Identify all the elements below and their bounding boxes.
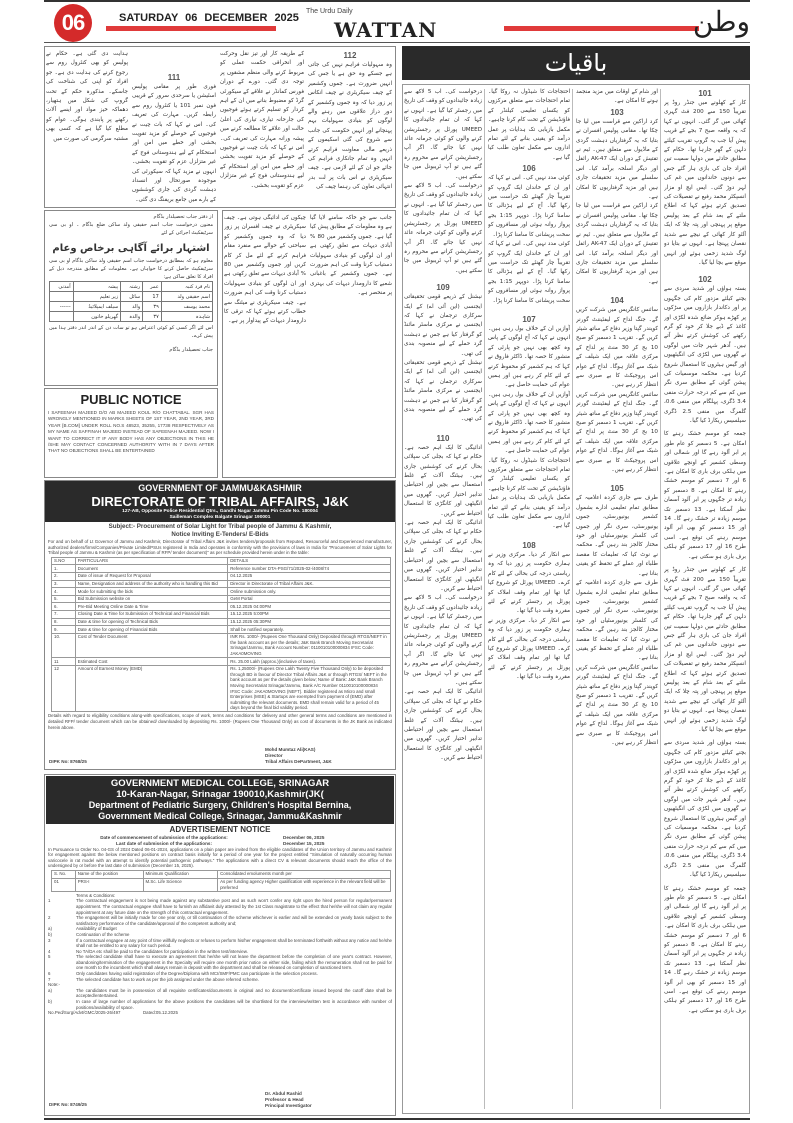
story-text: احتجاجات کا شیڈول نہ روکا گیا۔ تمام احتجاجات سے متعلق مرکزوں کو یکساں تعلیمی کیلنڈر کے فاؤنڈیشن کے تحت کام کرنا چاہیے۔ مکمل بازیابی تک ہدایات پر عمل درآمد کو یقینی بنانے کے لئے تمام اداروں سے مکمل تعاون طلب کیا گیا ہے۔ (488, 89, 570, 161)
cell: شاہدہ (161, 312, 212, 322)
signatory-dept: Tribal Affairs DePartment, J&K (265, 759, 332, 764)
story-text: چیکوں کی ادائیگی ہوتی ہے۔ چیف سیکریٹری نے چیف افسران پر زور دیا کہ وہ جموں وکشمیر کو سیاحتی کے حوالے سے منفرد مقام فراہم کرنے کے لئے مل کر کام کریں اور جموں وکشمیر میں 80 % آبادی دیہات سے تعلق رکھتی ہے اور ان لوگوں کو بنیادی سہولیات دستیاب کرنا وقت کی اہم ضرورت ہے۔ چیف سیکریٹری نے میٹنگ سے خطاب کرتے ہوئے کہا کہ ترقی کا دارومدار دیہات کے پیداوار پر ہے۔ (224, 215, 306, 325)
date-label: Date of commencement of submission of the applications: (100, 835, 228, 840)
story-column (224, 214, 306, 476)
story-continuation (220, 50, 304, 206)
story-number: 112 (343, 51, 357, 60)
cell: Name, Designation and address of the authority who is handling this Bid (75, 580, 228, 588)
term-text: No TA/DA etc shall be paid to the candidates for participation in the written test/interview. (76, 948, 248, 954)
tender-subtitle: Notice Inviting E-Tenders/ E-Bids (171, 531, 269, 538)
note-item (48, 988, 392, 999)
notice-footer: اس لئے اگر کسی کو کوئی اعتراض ہو تو سات دن کے اندر اندر دفتر ہذا میں پیش کرے۔ (49, 325, 213, 339)
story-text: طرف سے جاری کردہ اعلامیہ کے مطابق تمام تعلیمی ادارے بشمول کشمیر یونیورسٹی، جموں یونیورسٹی، سری نگر اور جموں کی کلسٹر یونیورسٹیاں اور خود مختار کالجز بند رہیں گے۔ محکمہ نے نوٹ کیا کہ تعلیمات کا مقصد طلباء اور عملے کے تحفظ کو یقینی بنانا ہے۔ (576, 495, 658, 577)
cell: Director in Directorate of Tribal Affairs J&K. (228, 580, 391, 588)
address-line-1: 127-AB, Opposite Police Residential Qtrs., Gandhi Nagar Jammu Pin Code No. 180004 (122, 509, 318, 514)
story-text-filler: درخواست کی۔ اب 5 لاکھ سے زیادہ جائیدادوں کو وقف کی تاریخ میں رجسٹر کیا گیا ہے۔ انہوں نے کہا کہ ان تمام جائیدادوں کا UMEED پورٹل پر رجسٹریشن کرنے والوں کو کوئی جرمانہ عائد نہیں کیا جائے گا۔ اگر آپ رجسٹریشن کرانے سے محروم رہ گئے ہیں تو آپ ٹریبونل میں جا سکتے ہیں۔ (404, 183, 482, 274)
public-notice-title: PUBLIC NOTICE (80, 392, 182, 407)
table-row (52, 878, 391, 891)
tender-footer: Details with regard to eligibility conditions along-with specifications, scope of work, terms and conditions for delivery and other general terms and conditions are mentioned in detailed RFP/ tender document which can be obtained/ downloaded by depositing Rs. 1000/- (Rupees One Thousand Only) as cost of documents in the JK Bank as indicated herein above. (48, 713, 392, 730)
cell: 2. (52, 572, 76, 580)
urdu-stories-top-left (44, 46, 396, 208)
story-number: 105 (610, 484, 624, 494)
cell: PRS-I (75, 878, 143, 891)
cell: گھریلو خاتون (73, 312, 121, 322)
notice-body: معلوم ہو کہ بمطابق درخواست جناب اسم حقیقی ولد ساکن بڈگام او بی سی سرٹیفکیٹ حاصل کرنے کا خواہاں ہے۔ معلومات کے مطابق مندرجہ ذیل کے افراد کا تعلق ساکن ہے: (49, 258, 213, 280)
story-text-filler: طرف سے جاری کردہ اعلامیہ کے مطابق تمام تعلیمی ادارے بشمول کشمیر یونیورسٹی، جموں یونیورسٹی، سری نگر اور جموں کی کلسٹر یونیورسٹیاں اور خود مختار کالجز بند رہیں گے۔ محکمہ نے نوٹ کیا کہ تعلیمات کا مقصد طلباء اور عملے کے تحفظ کو یقینی بنانا ہے۔ (576, 580, 658, 662)
cell: Reference number DTA-PSG/71/2025-02-/4008/74 (228, 565, 391, 573)
public-notice-body: I SAFEENAH MAJEED D/O AB MAJEED KOUL R/O CHATTABAL. SGR HAS WRONGLY MENTIONED IN MARKS SHEETS OF 1ST YEAR, 2ND YEAR, 3RD YEAR [B.COM] UNDER ROLL NO.S 48523, 35255, 17738 RESPECTIVELY AS MY NAME AS SAFFINAH MAJEED INSTEAD OF SAFEENAH MAJEED. NOW I WANT TO CORRECT IT IF ANY BODY HAS ANY OBJECTIONS IN THIS HE /SHE MAY CONTACT CONCERNED AUTHORITY WITH IN 7 DAYS AFTER THAT NO OBJECTIONS SHALL BE ENTERTAINED (48, 410, 214, 454)
story-text: وہ سہولیات فراہم نہیں کی جاتی ہے جسکے وہ حق ہے یا جس کی انہیں ضرورت ہے۔ جموں وکشمیر کے چیف سیکریٹری نے چیف انکاس پر زور دیا کہ وہ جموں وکشمیر کے دور دراز علاقوں میں رہنے والے لوگوں کو بنیادی سہولیات بہم پہنچانے اور انہیں حکومت کی جانب سے شروع کی گئی اسکیموں کے ذریعے مالی معاونت فراہم کرتے انہیں وہ تمام جانکاری فراہم کی جائے جو ان کے لئے لازمی ہے۔ چیف سیکریٹری نے اس بات پر لت بدر انتہائی تعاون کی رہنما چیف کی (308, 62, 392, 191)
story-column (310, 214, 392, 476)
term-text: The selected candidate has to work as per the job assigned under the above referred scheme. (76, 976, 260, 982)
cell: زیر تعلیم (73, 292, 121, 302)
red-bar-left (106, 26, 276, 31)
cell: Shall be notified separately. (228, 626, 391, 634)
term-number: 5 (48, 954, 51, 960)
cell: 10. (52, 633, 76, 657)
term-number: a) (48, 926, 52, 932)
cell: Cost of Tender Document (75, 633, 228, 657)
term-number: 6 (48, 971, 51, 977)
story-number: 107 (522, 314, 536, 324)
table-row (52, 610, 391, 618)
term-number: 1 (48, 898, 51, 904)
story-number: 109 (436, 283, 450, 293)
story-text: جانب سے جو خاکہ سامنے لایا گیا ہے وہ معلومات کے مطابق پیش کیا گیا ہے۔ جموں وکشمیر میں 80 % آبادی دیہات سے تعلق رکھتی ہے اور ان لوگوں کو بنیادی سہولیات دستیاب کرنا وقت کی اہم ضرورت ہے۔ جموں وکشمیر کے باغبانی شعبے کا دارومدار دیہات کی بہتری پر منحصر ہے۔ (310, 215, 392, 297)
table-header: پیشہ (73, 282, 121, 292)
story-text: بستہ ہواؤں اور شدید سردی سے بچنے کیلئے مزدور کام کی جگہوں پر اور دکاندار بازاروں میں سڑکوں پر کھڑے ہوکر ضائع شدہ لکڑی اور کاغذ کے ڈبے جلا کر خود کو گرم رکھنے کی کوشش کرتے نظر آتے ہیں۔ اُدھر شہر جات میں لوگوں نے گھروں میں لکڑی کی انگیٹھیوں اور گیس ہیٹروں کا استعمال شروع کردیا ہے۔ محکمہ موسمیات کی پیشن گوئی کے مطابق سری نگر میں کم سے کم درجہ حرارت منفی 3.4 ڈگری، پہلگام میں منفی 0.6، گلمرگ میں منفی 2.5 ڈگری سیلسیس ریکارڈ کیا گیا۔ (664, 286, 746, 424)
table-row (52, 618, 391, 626)
cell: 9. (52, 626, 76, 634)
tagline: The Urdu Daily (306, 8, 353, 15)
story-text-filler: سے انکار کر دیا۔ مرکزی وزیر نے ہماری حکومت پر زور دیا کہ وہ ریاستی درجہ کی بحالی کے لئے کام کرے۔ UMEED پورٹل کو شروع کیا گیا تھا اور تمام وقف املاک کو پورٹل پر رجسٹر کرنے کے لئے مقررہ وقت دیا گیا تھا۔ (488, 617, 570, 681)
table-row (52, 658, 391, 666)
cell: Estimated Cost (75, 658, 228, 666)
table-row (52, 665, 391, 712)
term-text: The engagement will be initially made for one year only, or till continuation of the scheme whichever is earlier and will be extended on yearly basis subject to the satisfactory performance of the candidate/approval of the competent authority and; (76, 915, 392, 926)
story-number: 110 (436, 433, 450, 443)
table-header-row (52, 557, 391, 565)
masthead-rule (44, 42, 750, 43)
notice-title: اشتہار برائے آگاہی برخاص وعام (52, 243, 210, 254)
advertisement-intro: In Pursuance to Order No. 04-GS of 2024 Dated 06-01-2024, applications on a plain paper are invited from the eligible candidates of the Union territory of Jammu and Kashmir for engagement against the below mentioned positions on contract basis initially for a period of one year for the project entitled "Simulation of naturally occurring human varicocele in rat model with an attempt to identify potential pathogenic pathways." The applications with a direct CV & relevant documents should reach the office of the undersigned by or before the last date of submission (December 15, 2025). (48, 846, 392, 869)
reference-date: Dated:05.12.2025 (143, 1010, 178, 1016)
story-text: سائنس کانگریس میں شرکت کریں گے۔ جنگ لداخ کے لیفٹیننٹ گورنر کویندر گپتا وزیر دفاع کے ساتھ شیئر کریں گے۔ تقریب 1 دسمبر کو صبح 10 بج کر 30 منٹ پر لداخ کے مرکزی علاقہ میں ایک شیلف کے شیک سے آغاز ہوگا۔ لداخ کے عوام اس پروجیکٹ کا بے صبری سے انتظار کر رہے ہیں۔ (576, 307, 658, 389)
note-text: In case of large number of applications for the above positions the candidates will be shortlisted for the interview/written test in accordance with number of positions/availability of space. (76, 999, 392, 1010)
term-text: The selected candidate shall have to execute an agreement that he/she will not leave the department before the completion of one year's contract. However, abandoning/termination of the engagement in the Specialty will require one month prior notice on either side, failing which the remuneration shall not be paid for one month to the incumbent which shall always remain in deposit with the department and shall be released on completion of sanctioned term. (76, 954, 392, 971)
cell: ------ (50, 302, 74, 312)
table-header: S. No. (52, 870, 76, 878)
table-row (52, 572, 391, 580)
table-header: رشتہ (121, 282, 143, 292)
cell: 11 (52, 658, 76, 666)
story-text: جمعہ کو موسم خشک رہنے کا امکان ہے۔ 5 دسمبر کو عام طور پر ابر آلود رہے گا اور شمالی اور وسطی کشمیر کے اونچے علاقوں میں ہلکی برف باری کا امکان ہے۔ 6 اور 7 دسمبر کو موسم خشک رہنے کا امکان ہے۔ 8 دسمبر کو زیادہ تر جگہوں پر ابر آلود آسمان نظر آسکتا ہے۔ 13 دسمبر تک موسم زیادہ تر خشک رہے گا۔ 14 اور 15 دسمبر کو بھی ابر آلود موسم رہنے کی توقع ہے۔ اسی طرح 16 اور 17 دسمبر کو ہلکی برف باری ہو سکتی ہے۔ (664, 431, 746, 560)
cell: Amount of Earnest Money (EMD) (75, 665, 228, 712)
issue-date: SATURDAY 06 DECEMBER 2025 (119, 12, 299, 24)
cell: 3. (52, 580, 76, 588)
cell: والد (121, 302, 143, 312)
cell: محمد یوسف (161, 302, 212, 312)
cell: 04.12.2025 (228, 572, 391, 580)
table-row (52, 626, 391, 634)
story-text-filler: کار کے کھلونے میں جنڈر روڈ پر تقریباً 150 سے 200 فٹ گہری کھائی میں گر گئی۔ انہوں نے کہا کہ یہ واقعہ صبح 7 بجے کے قریب پیش آیا جب یہ گروپ تقریب کیلئے دلہن کے گھر جارہا تھا۔ حکام کے مطابق حادثے میں دولہا سمیت تین افراد جان کی بازی ہار گئے جس سے دونوں خاندانوں میں غم کی لہر دوڑ گئی۔ ایس ایچ او مزار انسپکٹر محمد رفیع نے تفصیلات کی تصدیق کرتے ہوئے کہا کہ اطلاع ملتے کے بعد شام کے بعد پولیس موقع پر پہنچی اور پتہ چلا کہ ایک آلٹو کار کھائی کے نیچے سے شدید نقصان پہنچا ہے۔ انہوں نے بتایا دو لوگ شدید زخمی ہوئے اور انہیں موقع سے بچا لیا گیا۔ (664, 567, 746, 733)
story-text: ادائیگی کا ایک اہم حصہ ہے۔ حکام نے کہا کہ بجلی کی سپلائی بحال کرنے کی کوششیں جاری ہیں۔ ہیٹنگ آلات کے غلط استعمال سے بچیں اور احتیاطی تدابیر اختیار کریں۔ گھروں میں انگیٹھی اور کانگڑی کا استعمال احتیاط سے کریں۔ (404, 444, 482, 517)
section-header-baqiat: باقیات (402, 46, 750, 80)
date-value: December 06, 2025 (283, 835, 325, 840)
note-text: The candidates must be in possession of all requisite certificates/documents in original and no document/certificate issued beyond the cutoff date shall be accepted/entertained. (76, 987, 392, 999)
table-row (52, 603, 391, 611)
cell: Bid Submission website on (75, 595, 228, 603)
column-divider (572, 89, 573, 1109)
table-row (52, 580, 391, 588)
table-row (52, 595, 391, 603)
tender-subject: Subject:- Procurement of Solar Light for Tribal people of Jammu & Kashmir, (108, 523, 332, 530)
note-number: a) (48, 987, 52, 993)
story-text-filler: کوئی مدد نہیں کی۔ اس نے کہا کہ اور ان کے خاندان ایک گروپ کو تقریباً چار گھنٹے تک حراست میں رکھا گیا۔ آج کے لیے ہڑتالی کا سامنا کرنا پڑا۔ دوپہر 1:15 بجے پرواز روانہ ہوئی اور مسافروں کو سخت پریشانی کا سامنا کرنا پڑا۔ (488, 241, 570, 304)
tender-intro: For and on behalf of Lt Governor of Jammu and Kashmir, Directorate of Tribal Affairs J&K invites tenders/proposals from Reputed, Resourceful and Experienced manufacturer, authorized dealers/firms/Companies/Private Limited/PSUs registered in India and operates in conformity with the provisions of laws in India for "Procurement of Solar Lights for Tribal people of Jammu & Kashmir (as per specification of RFP/ tender document)" as per schedule provided herein under in the table: (48, 539, 392, 556)
tender-notice (44, 480, 396, 770)
table-row (50, 312, 213, 322)
story-number: 104 (610, 296, 624, 306)
term-item (48, 938, 392, 949)
date-label: Last date of submission of the applications: (116, 840, 212, 846)
story-continuation (46, 50, 128, 206)
cell (50, 292, 74, 302)
story-column-1 (664, 88, 746, 1110)
signatory-name: Dr. Abdul Rashid (265, 1091, 302, 1096)
table-header-row (52, 870, 391, 878)
table-header: آمدنی (50, 282, 74, 292)
notice-signature: جناب تحصیلدار بڈگام (169, 347, 213, 353)
cell: 17 (143, 292, 162, 302)
term-number: 3 (48, 937, 51, 943)
date-value: December 15, 2025 (283, 840, 325, 846)
cell: اسم حقیقی ولد (161, 292, 212, 302)
cell: 1. (52, 565, 76, 573)
story-text: کرد اراکین سے قراست میں لیا جا چکا تھا۔ مقامی پولیس افسران نے بتایا کہ یہ گرفتاریاں دہشت گردی کے ماڈیول سے متعلق ہیں۔ ٹیم نے تفتیش کے دوران ایک AK-47 رائفل اور دیگر اسلحہ برآمد کیا۔ اس سلسلے میں مزید تحقیقات جاری ہیں اور مزید گرفتاریوں کا امکان ہے۔ (576, 118, 658, 201)
college-name: GOVERNMENT MEDICAL COLLEGE, SRINAGAR (110, 778, 330, 789)
note-title: Note:- (48, 982, 60, 988)
cell: والدہ (121, 312, 143, 322)
cell: ۳۷ (143, 312, 162, 322)
government-name: GOVERNMENT OF JAMMU&KASHMIR (138, 483, 302, 493)
story-text-filler: درخواست کی۔ اب 5 لاکھ سے زیادہ جائیدادوں کو وقف کی تاریخ میں رجسٹر کیا گیا ہے۔ انہوں نے کہا کہ ان تمام جائیدادوں کا UMEED پورٹل پر رجسٹریشن کرنے والوں کو کوئی جرمانہ عائد نہیں کیا جائے گا۔ اگر آپ رجسٹریشن کرانے سے محروم رہ گئے ہیں تو آپ ٹریبونل میں جا سکتے ہیں۔ (404, 595, 482, 686)
terms-list (45, 893, 395, 1016)
term-text: The contractual engagement is not being made against any substantive post and as such won't confer any right upon the hired person for regular/permanent appointment. The contractual engagee shall have to furnish an affidavit duly attested by the 1st Class magistrate to the effect that he/she will not claim any regular appointment at any future date on the strength of this contractual engagement. (76, 898, 392, 915)
brand-name: WATTAN (334, 18, 438, 42)
story-text-filler: بستہ ہواؤں اور شدید سردی سے بچنے کیلئے مزدور کام کی جگہوں پر اور دکاندار بازاروں میں سڑکوں پر کھڑے ہوکر ضائع شدہ لکڑی اور کاغذ کے ڈبے جلا کر خود کو گرم رکھنے کی کوشش کرتے نظر آتے ہیں۔ اُدھر شہر جات میں لوگوں نے گھروں میں لکڑی کی انگیٹھیوں اور گیس ہیٹروں کا استعمال شروع کردیا ہے۔ محکمہ موسمیات کی پیشن گوئی کے مطابق سری نگر میں کم سے کم درجہ حرارت منفی 3.4 ڈگری، پہلگام میں منفی 0.6، گلمرگ میں منفی 2.5 ڈگری سیلسیس ریکارڈ کیا گیا۔ (664, 740, 746, 879)
story-text: آوازیں ان کے خلاف بول رہی ہیں۔ انہوں نے کہا کہ آج لوگوں کے پاس وہ کچھ بھی نہیں جو پارٹی کے منشور کا حصہ تھا۔ ڈاکٹر فاروق نے کہا کہ ہم کشمیر کو محفوظ کرنے کے لئے کام کر رہے ہیں اور ہمیں عوام کی حمایت حاصل ہے۔ (488, 325, 570, 389)
tender-banner (45, 481, 395, 522)
story-text-filler: ادائیگی کا ایک اہم حصہ ہے۔ حکام نے کہا کہ بجلی کی سپلائی بحال کرنے کی کوششیں جاری ہیں۔ ہیٹنگ آلات کے غلط استعمال سے بچیں اور احتیاطی تدابیر اختیار کریں۔ گھروں میں انگیٹھی اور کانگڑی کا استعمال احتیاط سے کریں۔ (404, 689, 482, 762)
term-number: 2 (48, 915, 51, 921)
term-item (48, 898, 392, 915)
story-column-4 (404, 88, 482, 1110)
cell: 7. (52, 610, 76, 618)
cell: As per funding agency Higher qualification with experience in the relevant field will be preferred (218, 878, 391, 891)
term-text: If a contractual engagee at any point of time willfully neglects or refuses to perform his/her engagement shall be terminated forthwith without any notice and he/she shall not be entitled to any salary for such period. (76, 937, 392, 949)
college-full-name: Government Medical College, Srinagar, Jammu&Kashmir (98, 811, 342, 821)
cell: Rs. 25.00 Lakh (approx.)(inclusive of taxes). (228, 658, 391, 666)
story-text: فوری طور پر مقامی پولیس اسٹیشن یا سرحدی سرور کے قریبی فون نمبر 101 یا کنٹرول روم سے رابطہ کریں۔ مہارت کی تعریف کی۔ اس نے کہا کہ بات چیت نے فوجیوں کے حوصلے کو مزید تقویت بخشی اور خطے میں امن اور استحکام کے لیے ہندوستانی فوج کے غیر متزلزل عزم کو تقویت بخشی۔ انہوں نے مزید کہا کہ سیکورٹی کی موجودہ صورتحال اور انسداد دہشت گردی کی جاری کوششوں کے بارے میں جامع بریفنگ دی گئی۔ (132, 84, 216, 203)
family-table (49, 281, 213, 322)
story-text-filler: سائنس کانگریس میں شرکت کریں گے۔ جنگ لداخ کے لیفٹیننٹ گورنر کویندر گپتا وزیر دفاع کے ساتھ شیئر کریں گے۔ تقریب 1 دسمبر کو صبح 10 بج کر 30 منٹ پر لداخ کے مرکزی علاقہ میں ایک شیلف کے شیک سے آغاز ہوگا۔ لداخ کے عوام اس پروجیکٹ کا بے صبری سے انتظار کر رہے ہیں۔ (576, 664, 658, 746)
cell: Document (75, 565, 228, 573)
cell: 8. (52, 618, 76, 626)
cell: 01 (52, 878, 76, 891)
story-text: سے انکار کر دیا۔ مرکزی وزیر نے ہماری حکومت پر زور دیا کہ وہ ریاستی درجہ کی بحالی کے لئے کام کرے۔ UMEED پورٹل کو شروع کیا گیا تھا اور تمام وقف املاک کو پورٹل پر رجسٹر کرنے کے لئے مقررہ وقت دیا گیا تھا۔ (488, 551, 570, 615)
urdu-stories-mid (222, 210, 396, 478)
advertisement-signature (265, 1091, 355, 1109)
positions-table (51, 870, 391, 892)
notice-intro: معنون درخواست جناب اسم حقیقی ولد ساکن ضلع بڈگام ۔ او بی سی سرٹیفکیٹ اجرائی کے لئے (49, 222, 213, 236)
signatory-title: Director (265, 753, 283, 758)
table-header: Name of the position (75, 870, 143, 878)
column-divider (660, 89, 661, 1109)
cell: Mode for submitting the bids (75, 588, 228, 596)
table-header: نام فرد کنبہ (161, 282, 212, 292)
term-number: 4 (48, 948, 51, 954)
table-row (52, 633, 391, 657)
table-row (50, 302, 213, 312)
term-text: Continuation of the scheme (76, 931, 130, 937)
story-text: کے طریقہ کار اور تیز نقل وحرکت اور انخراقی حکمت عملی کو مربوط کرنے والی منظم مشقوں پر توجہ دی گئی۔ دورے کے دوران فورس کمانڈر نے علاقے کے سیکورٹی گرڈ کو مضبوط بنانے میں ان کے اہم کردار کو تسلیم کرتے ہوئے فوجیوں کی جارحانہ تیاری، تیاری کی اعلیٰ حالت اور علاقے کا مطالعہ کرنے میں پیشہ ورانہ مہارت کی تعریف کی۔ اس نے کہا کہ بات چیت نے فوجیوں کے حوصلے کو مزید تقویت بخشی اور خطے میں امن اور استحکام کے لیے ہندوستانی فوج کے غیر متزلزل عزم کو تقویت بخشی۔ (220, 51, 304, 189)
dipk-number: DIPK No: 8749/25 (49, 1102, 87, 1107)
gmc-banner (46, 776, 394, 824)
cell: Date & time for opening of Technical Bids (75, 618, 228, 626)
reference-number: No.Ped/Surg/Advt/GMC/2025-26/497 (48, 1010, 121, 1016)
cell (50, 312, 74, 322)
term-number: b) (48, 931, 52, 937)
story-text: درخواست کی۔ اب 5 لاکھ سے زیادہ جائیدادوں کو وقف کی تاریخ میں رجسٹر کیا گیا ہے۔ انہوں نے کہا کہ ان تمام جائیدادوں کا UMEED پورٹل پر رجسٹریشن کرنے والوں کو کوئی جرمانہ عائد نہیں کیا جائے گا۔ اگر آپ رجسٹریشن کرانے سے محروم رہ گئے ہیں تو آپ ٹریبونل میں جا سکتے ہیں۔ (404, 89, 482, 180)
story-text: کوئی مدد نہیں کی۔ اس نے کہا کہ اور ان کے خاندان ایک گروپ کو تقریباً چار گھنٹے تک حراست میں رکھا گیا۔ آج کے لیے ہڑتالی کا سامنا کرنا پڑا۔ دوپہر 1:15 بجے پرواز روانہ ہوئی اور مسافروں کو سخت پریشانی کا سامنا کرنا پڑا۔ (488, 175, 570, 238)
department-name: Department of Pediatric Surgery, Children's Hospital Bernina, (88, 800, 352, 810)
signatory-name: Mohd Mumtaz Ali(KAS) (265, 747, 316, 752)
story-text: کار کے کھلونے میں جنڈر روڈ پر تقریباً 150 سے 200 فٹ گہری کھائی میں گر گئی۔ انہوں نے کہا کہ یہ واقعہ صبح 7 بجے کے قریب پیش آیا جب یہ گروپ تقریب کیلئے دلہن کے گھر جارہا تھا۔ حکام کے مطابق حادثے میں دولہا سمیت تین افراد جان کی بازی ہار گئے جس سے دونوں خاندانوں میں غم کی لہر دوڑ گئی۔ ایس ایچ او مزار انسپکٹر محمد رفیع نے تفصیلات کی تصدیق کرتے ہوئے کہا کہ اطلاع ملتے کے بعد شام کے بعد پولیس موقع پر پہنچی اور پتہ چلا کہ ایک آلٹو کار کھائی کے نیچے سے شدید نقصان پہنچا ہے۔ انہوں نے بتایا دو لوگ شدید زخمی ہوئے اور انہیں موقع سے بچا لیا گیا۔ (664, 100, 746, 266)
continued-stories (402, 84, 750, 1114)
term-number: 7 (48, 976, 51, 982)
cell: Online submission only. (228, 588, 391, 596)
table-header: S.NO (52, 557, 76, 565)
table-row (52, 565, 391, 573)
term-item (48, 915, 392, 926)
advertisement-notice (44, 774, 396, 1116)
story-text-filler: نیشنل کے ذریعے قومی تحقیقاتی ایجنسی (این آئی اے) کے ایک سرکاری ترجمان نے کہا کہ ایجنسی نے مرکزی ماسٹر مائنڈ کو گرفتار کیا ہے جس نے دہشت گرد حملے کے لیے منصوبہ بندی کی تھی۔ (404, 359, 482, 423)
table-header: Consolidated emoluments month per (218, 870, 391, 878)
masthead (44, 4, 750, 40)
cell: سائل (121, 292, 143, 302)
red-bar-right (504, 26, 699, 31)
column-divider (484, 89, 485, 1109)
story-number: 108 (522, 540, 536, 550)
terms-title: Terms & Conditions: (76, 892, 116, 898)
story-number: 102 (698, 275, 712, 285)
term-text: Only candidates having valid registration of the Degree/Diploma with MCI/SMF/PMC can participate in the selection process. (76, 971, 318, 977)
story-112 (308, 50, 392, 206)
caste-certificate-notice (44, 210, 218, 386)
table-header: عمر (143, 282, 162, 292)
urdu-logo: وطن (692, 5, 750, 38)
note-number: b) (48, 999, 52, 1005)
story-text: اور شام کے اوقات میں مزید منجمد ہونے کا امکان ہے۔ (576, 89, 658, 105)
table-header: DETAILS (228, 557, 391, 565)
table-row (52, 588, 391, 596)
story-column-3 (488, 88, 570, 1110)
cell: 12 (52, 665, 76, 712)
story-text-filler: آوازیں ان کے خلاف بول رہی ہیں۔ انہوں نے کہا کہ آج لوگوں کے پاس وہ کچھ بھی نہیں جو پارٹی کے منشور کا حصہ تھا۔ ڈاکٹر فاروق نے کہا کہ ہم کشمیر کو محفوظ کرنے کے لئے کام کر رہے ہیں اور ہمیں عوام کی حمایت حاصل ہے۔ (488, 391, 570, 455)
signatory-role: Principal Investigator (265, 1103, 312, 1108)
story-number: 103 (610, 107, 624, 117)
story-text-filler: احتجاجات کا شیڈول نہ روکا گیا۔ تمام احتجاجات سے متعلق مرکزوں کو یکساں تعلیمی کیلنڈر کے فاؤنڈیشن کے تحت کام کرنا چاہیے۔ مکمل بازیابی تک ہدایات پر عمل درآمد کو یقینی بنانے کے لئے تمام اداروں سے مکمل تعاون طلب کیا گیا ہے۔ (488, 457, 570, 530)
term-text: Availability of Budget (76, 926, 117, 932)
cell: 4. (52, 588, 76, 596)
college-address: 10-Karan-Nagar, Srinagar 190010,Kashmir(JK( (116, 789, 324, 800)
story-text-filler: جمعہ کو موسم خشک رہنے کا امکان ہے۔ 5 دسمبر کو عام طور پر ابر آلود رہے گا اور شمالی اور وسطی کشمیر کے اونچے علاقوں میں ہلکی برف باری کا امکان ہے۔ 6 اور 7 دسمبر کو موسم خشک رہنے کا امکان ہے۔ 8 دسمبر کو زیادہ تر جگہوں پر ابر آلود آسمان نظر آسکتا ہے۔ 13 دسمبر تک موسم زیادہ تر خشک رہے گا۔ 14 اور 15 دسمبر کو بھی ابر آلود موسم رہنے کی توقع ہے۔ اسی طرح 16 اور 17 دسمبر کو ہلکی برف باری ہو سکتی ہے۔ (664, 885, 746, 1014)
cell: GeM Portal (228, 595, 391, 603)
tender-schedule-table (51, 557, 391, 713)
story-text: ہدایت دی گئی ہے۔ حکام نے پولیس کو بھی کنٹرول روم سے رجوع کرنے کی ہدایت دی ہے۔ جو افراد کو اپنی کی شناخت کی جاسکے۔ مذکورہ حکم کے تحت گروپ کی شکل میں ہتھیار، دھماکہ خیز مواد اور ایسے آلات رکھنے پر پابندی ہوگی۔ عوام کو مطلع کیا گیا ہے کہ کسی بھی مشتبہ سرگرمی کی صورت میں (46, 51, 128, 142)
table-row (50, 292, 213, 302)
tender-signature (265, 747, 375, 765)
public-notice (44, 388, 218, 478)
reference-row (48, 1010, 392, 1016)
table-header: PARTICULARS (75, 557, 228, 565)
cell: 05.12.2025 04:00PM (228, 603, 391, 611)
dipk-number: DIPK No: 8768/25 (49, 759, 87, 764)
cell: سیلف ایمپلائیڈ (73, 302, 121, 312)
cell: 5. (52, 595, 76, 603)
cell: M.Sc. Life Science (143, 878, 218, 891)
story-number: 101 (698, 89, 712, 98)
cell: 15.12.2025 05:30PM (228, 618, 391, 626)
story-111 (132, 50, 216, 206)
cell: INR Rs. 1000/- (Rupees One Thousand Only) Deposited through RTGS/NEFT in the bank account as per the details; J&K Bank Branch Moving Secretariat Srinagar/Jammu, Bank Account Number: 0110010100000834 IFSC Code: JAKA0MOVING (228, 633, 391, 657)
address-line-2: Sailleman Complex Balgate Srinagar 190001 (169, 515, 271, 520)
note-item (48, 999, 392, 1010)
cell: Pre-Bid Meeting Online Date & Time (75, 603, 228, 611)
cell: Date & time for opening of Financial Bids (75, 626, 228, 634)
cell: 15.12.2025 5:00PM (228, 610, 391, 618)
table-header: Minimum Qualification (143, 870, 218, 878)
story-text-filler: ادائیگی کا ایک اہم حصہ ہے۔ حکام نے کہا کہ بجلی کی سپلائی بحال کرنے کی کوششیں جاری ہیں۔ ہیٹنگ آلات کے غلط استعمال سے بچیں اور احتیاطی تدابیر اختیار کریں۔ گھروں میں انگیٹھی اور کانگڑی کا استعمال احتیاط سے کریں۔ (404, 520, 482, 592)
story-column-2 (576, 88, 658, 1110)
term-item (48, 954, 392, 971)
page-number-badge: 06 (54, 4, 92, 42)
story-number: 111 (167, 73, 181, 82)
story-text-filler: کرد اراکین سے قراست میں لیا جا چکا تھا۔ مقامی پولیس افسران نے بتایا کہ یہ گرفتاریاں دہشت گردی کے ماڈیول سے متعلق ہیں۔ ٹیم نے تفتیش کے دوران ایک AK-47 رائفل اور دیگر اسلحہ برآمد کیا۔ اس سلسلے میں مزید تحقیقات جاری ہیں اور مزید گرفتاریوں کا امکان ہے۔ (576, 203, 658, 285)
story-number: 106 (522, 164, 536, 174)
cell: Closing Date & Time for Submission of Technical and Financial Bids (75, 610, 228, 618)
cell: Rs. 1,25000/- (Rupees One Lakh Twenty Five Thousand Only) to be deposited through BD in favour of Director Tribal Affairs J&K or through RTGS/ NEFT in the bank account as per the details given below; Name of Bank: J&K Bank Branch Moving Secretariat Srinagar/Jammu, Bank A/C Number 0110010100000834 IFSC Code: JAKA0MOVING (NEFT). Bidder registered as Micro and small Enterprises (MSE) & Startups are exempted from payment of (EMD) after submitting the relevant documents. EMD shall remain valid for a period of 45 days beyond the final bid validity period. (228, 665, 391, 712)
bottom-rule (44, 1118, 750, 1120)
signatory-title: Professor & Head (265, 1097, 304, 1102)
cell: ۳۹ (143, 302, 162, 312)
advertisement-title: ADVERTISEMENT NOTICE (169, 825, 271, 834)
department-name: DIRECTORATE OF TRIBAL AFFAIRS, J&K (91, 494, 349, 509)
cell: 6. (52, 603, 76, 611)
cell: Date of issue of Request for Proposal (75, 572, 228, 580)
top-rule (44, 0, 750, 2)
notice-office: از دفتر جناب تحصیلدار بڈگام (153, 214, 213, 220)
story-text-filler: سائنس کانگریس میں شرکت کریں گے۔ جنگ لداخ کے لیفٹیننٹ گورنر کویندر گپتا وزیر دفاع کے ساتھ شیئر کریں گے۔ تقریب 1 دسمبر کو صبح 10 بج کر 30 منٹ پر لداخ کے مرکزی علاقہ میں ایک شیلف کے شیک سے آغاز ہوگا۔ لداخ کے عوام اس پروجیکٹ کا بے صبری سے انتظار کر رہے ہیں۔ (576, 391, 658, 474)
story-text: نیشنل کے ذریعے قومی تحقیقاتی ایجنسی (این آئی اے) کے ایک سرکاری ترجمان نے کہا کہ ایجنسی نے مرکزی ماسٹر مائنڈ کو گرفتار کیا ہے جس نے دہشت گرد حملے کے لیے منصوبہ بندی کی تھی۔ (404, 294, 482, 357)
